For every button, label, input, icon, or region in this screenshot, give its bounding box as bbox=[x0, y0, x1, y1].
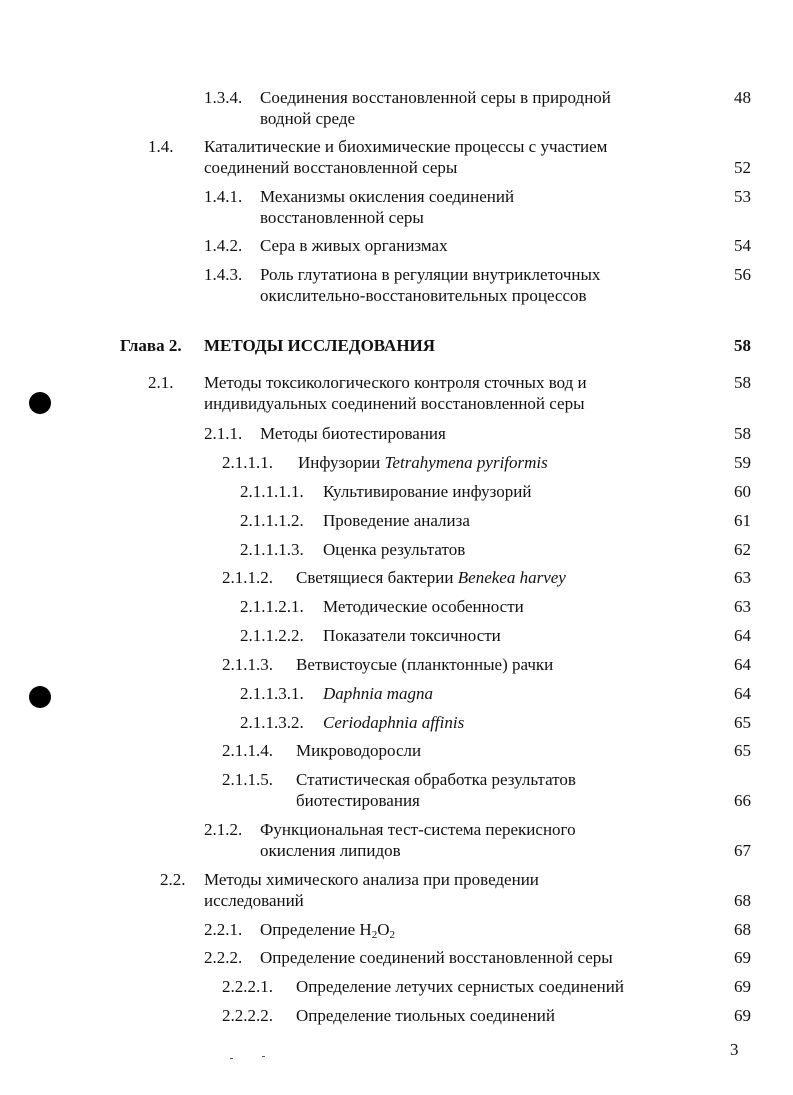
toc-entry-title bbox=[204, 158, 457, 178]
title-text: Показатели токсичности bbox=[323, 626, 501, 645]
title-text: Механизмы окисления соединений bbox=[260, 187, 515, 206]
toc-entry-page: 65 bbox=[734, 713, 751, 732]
toc-entry-title bbox=[260, 920, 395, 940]
title-text: Функциональная тест-система перекисного bbox=[260, 820, 576, 839]
toc-entry-title bbox=[296, 977, 624, 997]
title-text: O bbox=[377, 920, 390, 939]
toc-entry-title bbox=[204, 373, 587, 393]
toc-entry-number: 2.1.1.1.3. bbox=[240, 540, 304, 559]
toc-entry-number: 1.4.1. bbox=[204, 187, 243, 206]
toc-entry-title bbox=[260, 88, 611, 108]
title-text: соединений восстановленной серы bbox=[204, 158, 458, 177]
toc-entry-number: 1.4.2. bbox=[204, 236, 243, 255]
toc-entry-title bbox=[296, 791, 420, 811]
toc-entry-title bbox=[260, 208, 424, 228]
title-text: Определение H bbox=[260, 920, 372, 939]
toc-entry-page: 69 bbox=[734, 948, 751, 967]
binder-hole-mark bbox=[29, 686, 51, 708]
toc-entry-title bbox=[204, 336, 435, 356]
title-italic-text: Ceriodaphnia affinis bbox=[323, 713, 465, 732]
toc-entry-number: 2.2.2. bbox=[204, 948, 243, 967]
toc-entry-page: 64 bbox=[734, 684, 751, 703]
toc-entry-page: 61 bbox=[734, 511, 751, 530]
toc-entry-page: 63 bbox=[734, 568, 751, 587]
toc-entry-number: 2.1.1.1.2. bbox=[240, 511, 304, 530]
toc-entry-number: 1.4. bbox=[148, 137, 174, 156]
title-text: Определение тиольных соединений bbox=[296, 1006, 555, 1025]
toc-entry-title bbox=[260, 424, 446, 444]
toc-entry-title bbox=[260, 841, 401, 861]
toc-entry-number: 1.4.3. bbox=[204, 265, 243, 284]
title-text: МЕТОДЫ ИССЛЕДОВАНИЯ bbox=[204, 336, 436, 355]
toc-entry-title bbox=[323, 684, 433, 704]
toc-entry-number: 2.1.1.1. bbox=[222, 453, 273, 472]
toc-entry-page: 54 bbox=[734, 236, 751, 255]
toc-entry-number: 2.1.1.2.1. bbox=[240, 597, 304, 616]
toc-entry-title bbox=[323, 482, 532, 502]
title-text: Методы биотестирования bbox=[260, 424, 446, 443]
toc-entry-number: 1.3.4. bbox=[204, 88, 243, 107]
title-text: Ветвистоусые (планктонные) рачки bbox=[296, 655, 554, 674]
toc-entry-number: 2.2.1. bbox=[204, 920, 243, 939]
page-number: 3 bbox=[730, 1040, 739, 1059]
title-text: Микроводоросли bbox=[296, 741, 422, 760]
toc-entry-title bbox=[260, 948, 613, 968]
toc-entry-page: 53 bbox=[734, 187, 751, 206]
title-text: Определение соединений восстановленной серы bbox=[260, 948, 613, 967]
toc-entry-title bbox=[296, 770, 576, 790]
toc-entry-number: 2.1.1.5. bbox=[222, 770, 273, 789]
toc-entry-page: 69 bbox=[734, 1006, 751, 1025]
toc-entry-title bbox=[260, 265, 600, 285]
scan-speck bbox=[262, 1056, 265, 1057]
toc-entry-title bbox=[204, 891, 304, 911]
subscript: 2 bbox=[389, 929, 395, 941]
title-text: Инфузории bbox=[298, 453, 385, 472]
binder-hole-mark bbox=[29, 392, 51, 414]
title-italic-text: Daphnia magna bbox=[323, 684, 434, 703]
title-text: Оценка результатов bbox=[323, 540, 466, 559]
toc-entry-title bbox=[260, 286, 587, 306]
toc-entry-number: 2.2.2.1. bbox=[222, 977, 273, 996]
toc-entry-number: 2.1.1.2. bbox=[222, 568, 273, 587]
toc-entry-title bbox=[298, 453, 548, 473]
toc-entry-title bbox=[323, 626, 501, 646]
toc-entry-page: 66 bbox=[734, 791, 751, 810]
toc-entry-title bbox=[260, 187, 514, 207]
toc-entry-number: 2.1. bbox=[148, 373, 174, 392]
toc-entry-number: 2.1.1.4. bbox=[222, 741, 273, 760]
toc-entry-page: 64 bbox=[734, 626, 751, 645]
title-text: Роль глутатиона в регуляции внутриклеточных bbox=[260, 265, 601, 284]
title-text: биотестирования bbox=[296, 791, 420, 810]
toc-entry-page: 64 bbox=[734, 655, 751, 674]
toc-entry-number: Глава 2. bbox=[120, 336, 182, 355]
subscript: 2 bbox=[371, 929, 378, 941]
toc-entry-page: 58 bbox=[734, 336, 751, 355]
toc-entry-page: 56 bbox=[734, 265, 751, 284]
title-text: окислительно-восстановительных процессов bbox=[260, 286, 587, 305]
title-text: Светящиеся бактерии bbox=[296, 568, 458, 587]
toc-entry-number: 2.1.1.3. bbox=[222, 655, 273, 674]
toc-entry-title bbox=[323, 511, 470, 531]
toc-entry-page: 62 bbox=[734, 540, 751, 559]
toc-entry-title bbox=[296, 655, 553, 675]
title-text: Соединения восстановленной серы в природной bbox=[260, 88, 611, 107]
toc-entry-number: 2.1.2. bbox=[204, 820, 243, 839]
title-text: Методы токсикологического контроля сточных вод и bbox=[204, 373, 587, 392]
toc-entry-title bbox=[204, 394, 585, 414]
toc-entry-title bbox=[260, 236, 448, 256]
title-text: окисления липидов bbox=[260, 841, 401, 860]
toc-entry-page: 60 bbox=[734, 482, 751, 501]
toc-entry-page: 48 bbox=[734, 88, 751, 107]
toc-entry-page: 68 bbox=[734, 891, 751, 910]
toc-entry-page: 65 bbox=[734, 741, 751, 760]
toc-entry-page: 63 bbox=[734, 597, 751, 616]
title-text: Статистическая обработка результатов bbox=[296, 770, 576, 789]
title-text: Каталитические и биохимические процессы с участием bbox=[204, 137, 608, 156]
title-italic-text: Tetrahymena pyriformis bbox=[384, 453, 548, 472]
toc-entry-title bbox=[204, 870, 539, 890]
toc-entry-number: 2.1.1. bbox=[204, 424, 243, 443]
toc-entry-title bbox=[296, 1006, 555, 1026]
title-text: Сера в живых организмах bbox=[260, 236, 448, 255]
toc-entry-page: 67 bbox=[734, 841, 751, 860]
toc-entry-title bbox=[260, 109, 355, 129]
toc-entry-page: 68 bbox=[734, 920, 751, 939]
title-italic-text: Benekea harvey bbox=[457, 568, 566, 587]
title-text: Культивирование инфузорий bbox=[323, 482, 532, 501]
toc-entry-title bbox=[204, 137, 607, 157]
toc-entry-title bbox=[260, 820, 576, 840]
toc-entry-page: 69 bbox=[734, 977, 751, 996]
toc-entry-title bbox=[296, 741, 421, 761]
title-text: Методы химического анализа при проведении bbox=[204, 870, 539, 889]
scan-speck bbox=[230, 1058, 233, 1059]
title-text: водной среде bbox=[260, 109, 356, 128]
toc-entry-number: 2.1.1.2.2. bbox=[240, 626, 304, 645]
toc-entry-number: 2.1.1.3.2. bbox=[240, 713, 304, 732]
toc-entry-page: 58 bbox=[734, 424, 751, 443]
title-text: индивидуальных соединений восстановленной серы bbox=[204, 394, 585, 413]
toc-entry-title bbox=[323, 713, 464, 733]
toc-entry-page: 59 bbox=[734, 453, 751, 472]
title-text: восстановленной серы bbox=[260, 208, 424, 227]
title-text: Определение летучих сернистых соединений bbox=[296, 977, 624, 996]
title-text: исследований bbox=[204, 891, 304, 910]
toc-entry-number: 2.2.2.2. bbox=[222, 1006, 273, 1025]
toc-entry-number: 2.1.1.3.1. bbox=[240, 684, 304, 703]
toc-entry-number: 2.1.1.1.1. bbox=[240, 482, 304, 501]
toc-entry-title bbox=[323, 540, 465, 560]
toc-entry-title bbox=[296, 568, 566, 588]
toc-entry-title bbox=[323, 597, 524, 617]
toc-entry-page: 58 bbox=[734, 373, 751, 392]
toc-entry-number: 2.2. bbox=[160, 870, 186, 889]
title-text: Методические особенности bbox=[323, 597, 524, 616]
title-text: Проведение анализа bbox=[323, 511, 470, 530]
toc-entry-page: 52 bbox=[734, 158, 751, 177]
